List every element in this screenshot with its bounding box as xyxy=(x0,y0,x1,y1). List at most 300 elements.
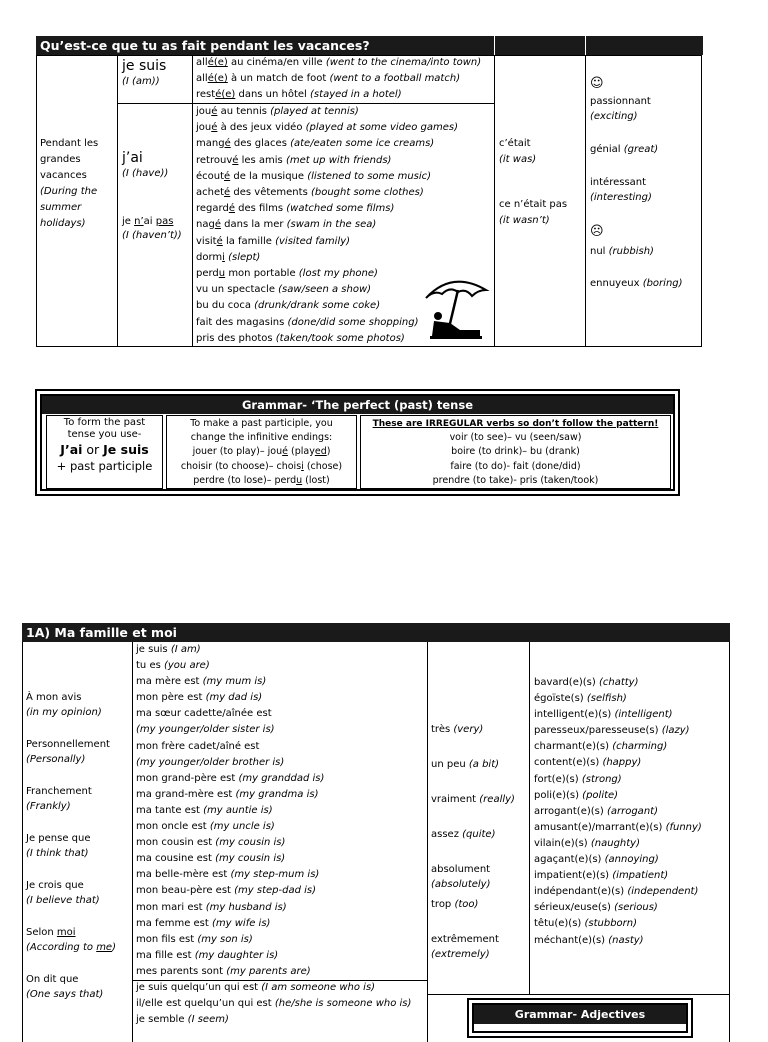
intensifier-fr: trop xyxy=(431,899,455,910)
verb-stem: achet xyxy=(196,187,225,199)
subject-fr: je suis xyxy=(136,644,171,655)
verb-translation: (went to a football match) xyxy=(329,73,461,85)
verb-translation: (played at some video games) xyxy=(305,122,458,134)
intensifier-en: (very) xyxy=(453,724,484,735)
adjective-fr: content(e)(s) xyxy=(534,757,603,769)
verb-translation: (lost my phone) xyxy=(298,268,378,280)
adjective-row xyxy=(534,868,702,884)
subject-row xyxy=(136,900,324,916)
etre-verb-row xyxy=(196,87,481,103)
subject-en: (my younger/older brother is) xyxy=(136,756,285,768)
opinion-fr-text: Selon xyxy=(26,927,57,938)
subject-fr: ma mère est xyxy=(136,676,203,688)
adjective-row xyxy=(534,739,702,755)
verb-ending: é xyxy=(224,187,231,199)
opinion-en xyxy=(26,705,116,720)
rule-part: ) xyxy=(326,446,331,458)
family-subjects xyxy=(136,642,324,980)
avoir-verb-row xyxy=(196,136,458,152)
verb-translation: (listened to some music) xyxy=(307,170,432,182)
subject-fr: mon mari est xyxy=(136,901,206,913)
subject-en: (my daughter is) xyxy=(194,949,279,961)
adjective-fr: fort(e)(s) xyxy=(534,773,582,785)
opinion-phrase xyxy=(26,690,116,720)
intensifier-fr: extrêmement xyxy=(431,934,499,945)
rule-part: ed xyxy=(314,446,327,458)
adjective-fr: égoïste(s) xyxy=(534,693,587,705)
verb-translation: (saw/seen a show) xyxy=(278,284,372,296)
opinion-fr xyxy=(26,784,116,799)
subject-row xyxy=(136,690,324,706)
verb-rest: la famille xyxy=(222,235,276,247)
subject-row xyxy=(136,1012,411,1028)
adjective-row xyxy=(534,675,702,691)
adjective-en: (arrogant) xyxy=(606,805,658,817)
adjective-row xyxy=(534,772,702,788)
opinion-en-text: (According to xyxy=(26,942,97,953)
intensifier-line xyxy=(431,877,515,892)
subject-row xyxy=(136,819,324,835)
adjective-fr: intelligent(e)(s) xyxy=(534,709,615,721)
avoir-verb-row xyxy=(196,217,458,233)
subject-row xyxy=(136,755,324,771)
intensifier-fr: vraiment xyxy=(431,794,480,805)
holidays-header-divider xyxy=(494,36,495,55)
adjectives-list xyxy=(534,675,702,949)
adjective-fr: indépendant(e)(s) xyxy=(534,886,628,898)
subject-en: (I am someone who is) xyxy=(261,982,376,993)
opinion-fr-text: Franchement xyxy=(26,786,92,797)
opinion-phrase xyxy=(26,831,116,861)
verb-translation: (met up with friends) xyxy=(285,154,392,166)
verb-translation: (bought some clothes) xyxy=(310,187,424,199)
etre-verb-row xyxy=(196,55,481,71)
col-divider xyxy=(427,642,428,1042)
adjective-en: (nasty) xyxy=(608,934,644,946)
rule-part: u xyxy=(296,474,303,486)
intensifier-line xyxy=(431,932,515,947)
subject-row xyxy=(136,787,324,803)
verb-translation: (slept) xyxy=(228,251,261,263)
subject-en: (my step-mum is) xyxy=(230,869,320,881)
verb-rest: les amis xyxy=(238,154,286,166)
cetait-label: c’était (it was) xyxy=(499,138,537,166)
jai-label: j’ai (I (have)) xyxy=(122,150,169,179)
intensifier-en: (really) xyxy=(479,794,515,805)
intensifier-line xyxy=(431,947,515,962)
verb-rest: dans la mer xyxy=(220,219,287,231)
subject-fr: mes parents sont xyxy=(136,965,227,977)
subject-row xyxy=(136,867,324,883)
verb-stem: visit xyxy=(196,235,217,247)
subject-fr: ma cousine est xyxy=(136,853,216,865)
rule-part: choisir (to choose)– chois xyxy=(180,460,302,472)
intensifier xyxy=(431,897,515,912)
verb-translation: (swam in the sea) xyxy=(286,219,377,231)
verb-stem: jou xyxy=(196,122,212,134)
verb-stem: jou xyxy=(196,106,212,117)
opinion-en-text: (I think that) xyxy=(26,848,89,859)
adjective-row xyxy=(534,900,702,916)
subject-row xyxy=(136,658,324,674)
verb-rest: de la musique xyxy=(230,170,308,182)
avoir-verb-row xyxy=(196,185,458,201)
opinion-en-end: ) xyxy=(112,942,116,953)
intensifier xyxy=(431,757,515,772)
opinion-fr xyxy=(26,925,116,940)
beach-umbrella-icon xyxy=(422,276,492,344)
intensifier-line xyxy=(431,897,515,912)
opinion-fr-text: Je pense que xyxy=(26,833,91,844)
subject-en: (my husband is) xyxy=(205,901,287,913)
col-divider xyxy=(192,55,193,347)
adjective-en: (strong) xyxy=(581,773,622,785)
intensifier-line xyxy=(431,827,515,842)
subject-en: (I seem) xyxy=(187,1014,229,1026)
subject-fr: mon grand-père est xyxy=(136,772,239,784)
intensifier-line xyxy=(431,792,515,807)
subject-en: (my uncle is) xyxy=(209,821,275,833)
verb-stem: all xyxy=(196,57,208,68)
avoir-verb-row xyxy=(196,331,458,347)
verb-stem: rest xyxy=(196,89,216,101)
verb-rest: au cinéma/en ville xyxy=(227,57,326,68)
adjective-en: (annoying) xyxy=(604,854,659,866)
avoir-verb-row xyxy=(196,104,458,120)
opinion-fr xyxy=(26,972,116,987)
subject-en: (my granddad is) xyxy=(238,772,325,784)
subject-fr: je semble xyxy=(136,1014,188,1026)
adjective-fr: arrogant(e)(s) xyxy=(534,805,607,817)
col-divider xyxy=(132,642,133,1042)
grammar-adjectives-title: Grammar- Adjectives xyxy=(474,1005,686,1024)
verb-rest: des films xyxy=(234,203,287,215)
rule-part: (lost) xyxy=(302,474,330,486)
avoir-verb-row xyxy=(196,169,458,185)
good-adjectives: passionnant (exciting) génial (great) intéressant (interesting) xyxy=(590,96,659,203)
opinion-phrase xyxy=(26,784,116,814)
adjective-row xyxy=(534,836,702,852)
verb-rest: des vêtements xyxy=(230,187,311,199)
intensifier-fr: très xyxy=(431,724,454,735)
adjective-en: (selfish) xyxy=(586,693,627,705)
grammar-col2-text xyxy=(166,417,357,488)
intensifier xyxy=(431,862,515,892)
subject-en: (my auntie is) xyxy=(203,804,273,816)
subject-en: (he/she is someone who is) xyxy=(274,998,412,1010)
rule-part: é xyxy=(282,446,288,458)
subject-en: (my parents are) xyxy=(226,965,311,977)
avoir-verb-row xyxy=(196,201,458,217)
opinion-fr xyxy=(26,878,116,893)
intensifier xyxy=(431,827,515,842)
subject-row xyxy=(136,722,324,738)
subject-en: (my wife is) xyxy=(212,917,271,929)
subject-en: (my dad is) xyxy=(205,692,263,704)
intensifier-line xyxy=(431,862,515,877)
participle-rule xyxy=(166,445,357,459)
adjective-row xyxy=(534,723,702,739)
opinion-phrase xyxy=(26,878,116,908)
verb-stem: écout xyxy=(196,170,225,182)
verb-ending: é xyxy=(224,170,231,182)
subject-row xyxy=(136,883,324,899)
subject-row xyxy=(136,642,324,658)
participle-rule xyxy=(166,460,357,474)
verb-rest: dans un hôtel xyxy=(235,89,311,101)
subject-row xyxy=(136,739,324,755)
je-nai-pas-label: je n’ai pas (I (haven’t)) xyxy=(122,216,182,241)
intensifier-fr: assez xyxy=(431,829,463,840)
subject-row xyxy=(136,803,324,819)
verb-rest: au tennis xyxy=(217,106,271,117)
cetaitpas-label: ce n’était pas (it wasn’t) xyxy=(499,199,568,227)
adjective-row xyxy=(534,707,702,723)
family-subjects-2 xyxy=(136,980,411,1028)
subject-fr: il/elle est quelqu’un qui est xyxy=(136,998,275,1010)
verb-rest: des glaces xyxy=(230,138,291,150)
subject-en: (you are) xyxy=(163,660,210,672)
avoir-verb-row xyxy=(196,298,458,314)
adjective-fr: amusant(e)/marrant(e)(s) xyxy=(534,821,666,833)
subject-fr: ma fille est xyxy=(136,949,195,961)
subject-fr: mon père est xyxy=(136,692,206,704)
verb-translation: (went to the cinema/into town) xyxy=(325,57,482,68)
adjective-fr: bavard(e)(s) xyxy=(534,677,599,688)
rule-part: (chose) xyxy=(303,460,343,472)
verb-ending: i xyxy=(222,251,225,263)
time-phrase: Pendant les grandes vacances (During the summer holidays) xyxy=(40,138,99,229)
intensifier-line xyxy=(431,757,515,772)
bad-adjectives: nul (rubbish) ennuyeux (boring) xyxy=(590,246,683,290)
opinion-fr xyxy=(26,831,116,846)
avoir-verb-row xyxy=(196,250,458,266)
opinion-en-text: (Personally) xyxy=(26,754,86,765)
grammar-col1-text: To form the past tense you use- J’ai or Je suis + past participle xyxy=(56,417,153,473)
adjective-row xyxy=(534,788,702,804)
adjective-row xyxy=(534,691,702,707)
adjective-row xyxy=(534,852,702,868)
verb-rest: à des jeux vidéo xyxy=(217,122,306,134)
grammar-perfect-title: Grammar- ‘The perfect (past) tense xyxy=(42,396,673,414)
subject-row xyxy=(136,835,324,851)
family-header: 1A) Ma famille et moi xyxy=(22,623,730,642)
holidays-header: Qu’est-ce que tu as fait pendant les vacances? xyxy=(36,36,494,55)
verb-translation: (taken/took some photos) xyxy=(275,332,405,344)
adjective-row xyxy=(534,916,702,932)
opinion-en xyxy=(26,893,116,908)
verb-stem: perd xyxy=(196,268,219,280)
verb-rest: mon portable xyxy=(225,268,299,280)
opinion-en xyxy=(26,846,116,861)
intensifier-en: (too) xyxy=(454,899,479,910)
verb-stem: all xyxy=(196,73,208,85)
adjective-en: (serious) xyxy=(614,902,658,914)
subject-fr: mon fils est xyxy=(136,933,198,945)
subject-en: (I am) xyxy=(170,644,201,655)
opinion-fr-underline: moi xyxy=(56,927,76,938)
verb-ending: é xyxy=(232,154,239,166)
verb-ending: é xyxy=(214,219,221,231)
intensifier-en: (extremely) xyxy=(431,949,490,960)
subject-row xyxy=(136,964,324,980)
verb-rest: vu un spectacle xyxy=(196,284,279,296)
verb-stem: regard xyxy=(196,203,229,215)
opinion-phrase xyxy=(26,737,116,767)
opinion-en xyxy=(26,940,116,955)
opinion-en-text: (Frankly) xyxy=(26,801,71,812)
holidays-header-fill xyxy=(494,36,703,55)
adjective-fr: agaçant(e)(s) xyxy=(534,854,605,866)
verb-rest: à un match de foot xyxy=(227,73,330,85)
adjective-en: (polite) xyxy=(582,789,619,801)
subject-fr: ma sœur cadette/aînée est xyxy=(136,708,272,720)
opinion-en-text: (One says that) xyxy=(26,989,104,1000)
avoir-verb-row xyxy=(196,266,458,282)
col-divider xyxy=(529,642,530,994)
adjective-row xyxy=(534,755,702,771)
intensifier-en: (quite) xyxy=(462,829,496,840)
adjective-fr: impatient(e)(s) xyxy=(534,870,613,882)
participle-rule xyxy=(166,474,357,488)
subject-row xyxy=(136,916,324,932)
opinion-en-text: (I believe that) xyxy=(26,895,100,906)
verb-translation: (stayed in a hotel) xyxy=(310,89,402,101)
opinion-en-underline: me xyxy=(96,942,113,953)
verb-ending: é(e) xyxy=(207,73,228,85)
col-divider xyxy=(585,55,586,347)
adjective-row xyxy=(534,933,702,949)
avoir-verb-row xyxy=(196,315,458,331)
verb-rest: pris des photos xyxy=(196,332,276,344)
avoir-verb-row xyxy=(196,234,458,250)
verb-translation: (ate/eaten some ice creams) xyxy=(290,138,435,150)
avoir-verb-row xyxy=(196,282,458,298)
adjective-en: (impatient) xyxy=(612,870,669,882)
verb-rest: fait des magasins xyxy=(196,316,288,328)
row-divider xyxy=(427,994,730,995)
subject-row xyxy=(136,851,324,867)
opinion-phrase xyxy=(26,972,116,1002)
verb-translation: (played at tennis) xyxy=(270,106,359,117)
adjective-en: (intelligent) xyxy=(614,709,673,721)
opinion-en xyxy=(26,987,116,1002)
subject-en: (my step-dad is) xyxy=(234,885,317,897)
subject-fr: ma belle-mère est xyxy=(136,869,231,881)
verb-rest: bu du coca xyxy=(196,300,255,312)
subject-fr: mon beau-père est xyxy=(136,885,235,897)
adjective-fr: sérieux/euse(s) xyxy=(534,902,615,914)
verb-ending: é(e) xyxy=(207,57,228,68)
opinion-fr-text: À mon avis xyxy=(26,692,82,703)
adjective-fr: poli(e)(s) xyxy=(534,789,583,801)
subject-fr: je suis quelqu’un qui est xyxy=(136,982,262,993)
grammar-col3-text: These are IRREGULAR verbs so don’t follow the pattern! voir (to see)– vu (seen/saw) boire (to drink)– bu (drank) faire (to do)- fait (done/did) prendre (to take)- pris (taken/took) xyxy=(372,419,659,486)
subject-en: (my mum is) xyxy=(202,676,267,688)
rule-part: To make a past participle, you xyxy=(190,418,333,429)
verb-stem: retrouv xyxy=(196,154,233,166)
rule-part: jouer (to play)– jou xyxy=(192,446,283,458)
subject-row xyxy=(136,980,411,996)
opinion-en xyxy=(26,752,116,767)
intensifier xyxy=(431,722,515,737)
adjective-en: (stubborn) xyxy=(584,918,638,930)
subject-fr: tu es xyxy=(136,660,164,672)
adjective-en: (lazy) xyxy=(661,725,690,737)
subject-fr: ma tante est xyxy=(136,804,204,816)
subject-fr: ma grand-mère est xyxy=(136,788,236,800)
adjective-en: (happy) xyxy=(602,757,642,769)
verb-ending: é xyxy=(228,203,235,215)
rule-part: change the infinitive endings: xyxy=(190,432,333,444)
participle-rule xyxy=(166,431,357,445)
intensifiers xyxy=(431,722,515,967)
adjective-en: (charming) xyxy=(612,741,668,753)
subject-row xyxy=(136,706,324,722)
verb-ending: é xyxy=(211,122,218,134)
avoir-verb-row xyxy=(196,153,458,169)
adjective-fr: paresseux/paresseuse(s) xyxy=(534,725,662,737)
verb-translation: (visited family) xyxy=(275,235,351,247)
subject-fr: ma femme est xyxy=(136,917,212,929)
intensifier-en: (absolutely) xyxy=(431,879,491,890)
adjective-row xyxy=(534,884,702,900)
col-divider xyxy=(117,55,118,347)
verb-ending: é xyxy=(211,106,218,117)
opinion-fr-text: Personnellement xyxy=(26,739,110,750)
verb-translation: (drunk/drank some coke) xyxy=(254,300,381,312)
avoir-verbs-list xyxy=(196,104,458,347)
intensifier-fr: un peu xyxy=(431,759,469,770)
subject-en: (my son is) xyxy=(197,933,253,945)
opinion-en xyxy=(26,799,116,814)
subject-en: (my cousin is) xyxy=(215,837,286,849)
opinion-phrases xyxy=(26,690,116,1019)
verb-stem: nag xyxy=(196,219,215,231)
verb-ending: é xyxy=(216,235,223,247)
intensifier xyxy=(431,932,515,962)
subject-row xyxy=(136,948,324,964)
happy-face-icon: ☺ xyxy=(590,76,604,91)
intensifier xyxy=(431,792,515,807)
opinion-fr xyxy=(26,690,116,705)
rule-part: (play xyxy=(288,446,315,458)
adjective-en: (funny) xyxy=(665,821,702,833)
adjective-row xyxy=(534,820,702,836)
subject-fr: mon oncle est xyxy=(136,821,210,833)
opinion-en-text: (in my opinion) xyxy=(26,707,102,718)
verb-ending: u xyxy=(218,268,226,280)
intensifier-line xyxy=(431,722,515,737)
subject-en: (my grandma is) xyxy=(235,788,319,800)
adjective-en: (chatty) xyxy=(598,677,639,688)
adjective-en: (naughty) xyxy=(590,837,641,849)
adjective-en: (independent) xyxy=(627,886,699,898)
adjective-fr: méchant(e)(s) xyxy=(534,934,609,946)
subject-row xyxy=(136,932,324,948)
adjective-row xyxy=(534,804,702,820)
participle-rule xyxy=(166,417,357,431)
intensifier-fr: absolument xyxy=(431,864,491,875)
verb-ending: é(e) xyxy=(215,89,236,101)
etre-verbs-list xyxy=(196,55,481,104)
verb-stem: dorm xyxy=(196,251,223,263)
verb-stem: mang xyxy=(196,138,225,150)
intensifier-en: (a bit) xyxy=(468,759,500,770)
rule-part: perdre (to lose)– perd xyxy=(193,474,297,486)
rule-part: i xyxy=(301,460,304,472)
verb-translation: (done/did some shopping) xyxy=(287,316,419,328)
